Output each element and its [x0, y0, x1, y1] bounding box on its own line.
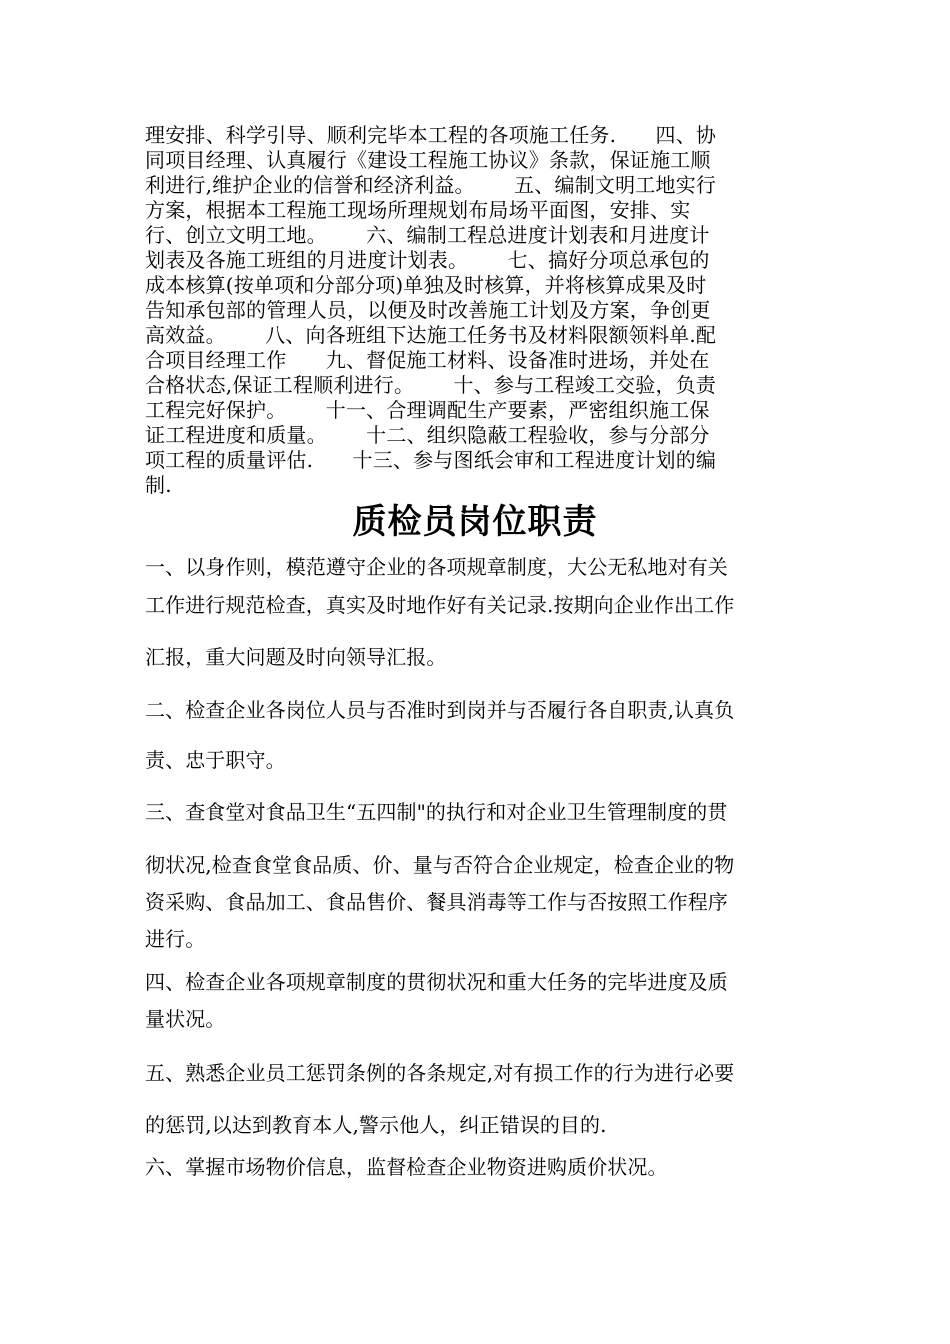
- section-line: 四、检查企业各项规章制度的贯彻状况和重大任务的完毕进度及质: [145, 970, 728, 994]
- section-line: 一、以身作则，模范遵守企业的各项规章制度，大公无私地对有关: [145, 555, 728, 579]
- section-line: 二、检查企业各岗位人员与否准时到岗并与否履行各自职责,认真负: [145, 698, 735, 722]
- text-line: 高效益。 八、向各班组下达施工任务书及材料限额领料单.配: [145, 323, 717, 347]
- section-line: 工作进行规范检查，真实及时地作好有关记录.按期向企业作出工作: [145, 593, 735, 617]
- text-line: 制.: [145, 473, 172, 497]
- text-line: 成本核算(按单项和分部分项)单独及时核算，并将核算成果及时: [145, 273, 707, 297]
- section-line: 五、熟悉企业员工惩罚条例的各条规定,对有损工作的行为进行必要: [145, 1061, 735, 1085]
- text-line: 合项目经理工作 九、督促施工材料、设备准时进场，并处在: [145, 348, 710, 372]
- text-line: 理安排、科学引导、顺利完毕本工程的各项施工任务. 四、协: [145, 123, 717, 147]
- section-line: 资采购、食品加工、食品售价、餐具消毒等工作与否按照工作程序: [145, 890, 728, 914]
- section-line: 六、掌握市场物价信息，监督检查企业物资进购质价状况。: [145, 1155, 668, 1179]
- text-line: 同项目经理、认真履行《建设工程施工协议》条款，保证施工顺: [145, 148, 711, 172]
- text-line: 方案，根据本工程施工现场所理规划布局场平面图，安排、实: [145, 198, 691, 222]
- text-line: 利进行,维护企业的信誉和经济利益。 五、编制文明工地实行: [145, 173, 717, 197]
- section-title: 质检员岗位职责: [352, 502, 598, 542]
- section-line: 进行。: [145, 927, 206, 951]
- text-line: 告知承包部的管理人员，以便及时改善施工计划及方案，争创更: [145, 298, 711, 322]
- section-line: 的惩罚,以达到教育本人,警示他人，纠正错误的目的.: [145, 1113, 607, 1137]
- section-line: 彻状况,检查食堂食品质、价、量与否符合企业规定，检查企业的物: [145, 853, 735, 877]
- section-line: 汇报，重大问题及时向领导汇报。: [145, 645, 447, 669]
- text-line: 合格状态,保证工程顺利进行。 十、参与工程竣工交验，负责: [145, 373, 717, 397]
- section-line: 责、忠于职守。: [145, 748, 286, 772]
- text-line: 行、创立文明工地。 六、编制工程总进度计划表和月进度计: [145, 223, 710, 247]
- section-line: 量状况。: [145, 1007, 226, 1031]
- text-line: 项工程的质量评估. 十三、参与图纸会审和工程进度计划的编: [145, 448, 717, 472]
- text-line: 划表及各施工班组的月进度计划表。 七、搞好分项总承包的: [145, 248, 710, 272]
- section-line: 三、查食堂对食品卫生“五四制"的执行和对企业卫生管理制度的贯: [145, 800, 728, 824]
- text-line: 证工程进度和质量。 十二、组织隐蔽工程验收，参与分部分: [145, 423, 710, 447]
- text-line: 工程完好保护。 十一、合理调配生产要素，严密组织施工保: [145, 398, 710, 422]
